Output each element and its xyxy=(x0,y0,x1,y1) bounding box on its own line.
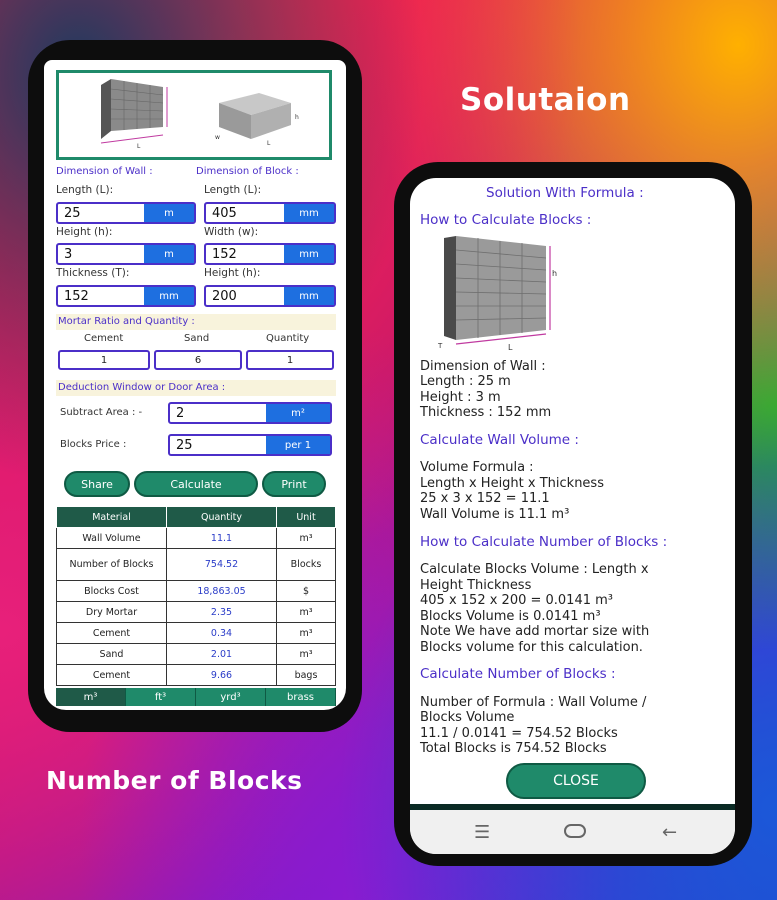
cement-ratio-label: Cement xyxy=(84,333,124,344)
blocks-volume-line-4: Blocks Volume is 0.0141 m³ xyxy=(420,609,601,624)
block-height-value: 200 xyxy=(212,288,237,304)
block-height-input[interactable] xyxy=(204,285,336,307)
wall-height-unit-select[interactable]: m xyxy=(144,245,194,263)
volume-line-1: Length x Height x Thickness xyxy=(420,476,604,491)
volume-line-2: 25 x 3 x 152 = 11.1 xyxy=(420,491,550,506)
quantity-cell: 754.52 xyxy=(167,549,277,581)
wall-diagram xyxy=(436,232,566,356)
svg-text:w: w xyxy=(215,134,220,141)
svg-text:L: L xyxy=(508,343,513,352)
close-button[interactable]: CLOSE xyxy=(506,763,646,799)
how-to-calculate-number-heading: How to Calculate Number of Blocks : xyxy=(420,534,668,550)
blocks-price-unit[interactable]: per 1 xyxy=(266,436,330,454)
table-row xyxy=(57,581,336,602)
quantity-ratio-label: Quantity xyxy=(266,333,310,344)
number-line-4: Total Blocks is 754.52 Blocks xyxy=(420,741,607,756)
cement-ratio-input[interactable]: 1 xyxy=(58,350,150,370)
material-cell: Number of Blocks xyxy=(57,549,167,581)
home-icon[interactable] xyxy=(564,824,586,838)
tab-brass[interactable]: brass xyxy=(266,688,336,706)
height-line: Height : 3 m xyxy=(420,390,501,405)
blocks-price-label: Blocks Price : xyxy=(60,439,127,450)
table-row xyxy=(57,665,336,686)
blocks-volume-line-6: Blocks volume for this calculation. xyxy=(420,640,643,655)
material-cell: Dry Mortar xyxy=(57,602,167,623)
quantity-cell: 2.01 xyxy=(167,644,277,665)
table-header-unit: Unit xyxy=(277,507,336,528)
block-length-unit-select[interactable]: mm xyxy=(284,204,334,222)
wall-height-input[interactable] xyxy=(56,243,196,265)
block-length-value: 405 xyxy=(212,205,237,221)
calculate-wall-volume-heading: Calculate Wall Volume : xyxy=(420,432,579,448)
quantity-cell: 9.66 xyxy=(167,665,277,686)
block-width-value: 152 xyxy=(212,246,237,262)
table-row xyxy=(57,644,336,665)
block-length-label: Length (L): xyxy=(204,184,262,196)
number-line-1: Number of Formula : Wall Volume / xyxy=(420,695,647,710)
quantity-cell: 2.35 xyxy=(167,602,277,623)
calculate-number-heading: Calculate Number of Blocks : xyxy=(420,666,616,682)
unit-cell: m³ xyxy=(277,623,336,644)
quantity-cell: 11.1 xyxy=(167,528,277,549)
table-header-material: Material xyxy=(57,507,167,528)
subtract-area-value: 2 xyxy=(176,405,185,421)
svg-text:h: h xyxy=(552,269,558,278)
table-row xyxy=(57,549,336,581)
solution-title: Solution With Formula : xyxy=(486,185,644,201)
results-table xyxy=(56,506,336,686)
subtract-area-label: Subtract Area : - xyxy=(60,407,143,418)
sand-ratio-input[interactable]: 6 xyxy=(154,350,242,370)
wall-thickness-input[interactable] xyxy=(56,285,196,307)
block-dimension-title: Dimension of Block : xyxy=(196,166,299,177)
blocks-price-value: 25 xyxy=(176,437,193,453)
blocks-volume-line-2: Height Thickness xyxy=(420,578,532,593)
block-width-input[interactable] xyxy=(204,243,336,265)
block-width-unit-select[interactable]: mm xyxy=(284,245,334,263)
unit-cell: m³ xyxy=(277,602,336,623)
svg-text:L: L xyxy=(267,140,271,147)
android-nav-bar xyxy=(410,804,735,854)
sand-ratio-label: Sand xyxy=(184,333,210,344)
material-cell: Sand xyxy=(57,644,167,665)
recent-apps-icon[interactable]: ☰ xyxy=(474,822,491,843)
blocks-price-input[interactable] xyxy=(168,434,332,456)
svg-text:L: L xyxy=(137,143,141,150)
block-height-label: Height (h): xyxy=(204,267,261,279)
wall-length-label: Length (L): xyxy=(56,184,114,196)
quantity-cell: 0.34 xyxy=(167,623,277,644)
tab-cubic-meter[interactable]: m³ xyxy=(56,688,126,706)
unit-tabs xyxy=(56,688,336,706)
svg-text:h: h xyxy=(295,114,299,121)
table-header-quantity: Quantity xyxy=(167,507,277,528)
table-row xyxy=(57,602,336,623)
blocks-volume-line-5: Note We have add mortar size with xyxy=(420,624,650,639)
wall-length-input[interactable] xyxy=(56,202,196,224)
unit-cell: m³ xyxy=(277,528,336,549)
block-width-label: Width (w): xyxy=(204,226,259,238)
tab-cubic-yard[interactable]: yrd³ xyxy=(196,688,266,706)
calculate-button[interactable]: Calculate xyxy=(134,471,258,497)
solution-headline: Solutaion xyxy=(460,82,631,118)
print-button[interactable]: Print xyxy=(262,471,326,497)
blocks-volume-line-1: Calculate Blocks Volume : Length x xyxy=(420,562,649,577)
length-line: Length : 25 m xyxy=(420,374,511,389)
wall-and-block-icon xyxy=(59,73,329,157)
unit-cell: $ xyxy=(277,581,336,602)
wall-thickness-label: Thickness (T): xyxy=(56,267,130,279)
volume-formula-label: Volume Formula : xyxy=(420,460,534,475)
mortar-title: Mortar Ratio and Quantity : xyxy=(58,316,195,327)
material-cell: Wall Volume xyxy=(57,528,167,549)
deduction-title: Deduction Window or Door Area : xyxy=(58,382,226,393)
subtract-area-input[interactable] xyxy=(168,402,332,424)
wall-height-value: 3 xyxy=(64,246,73,262)
block-length-input[interactable] xyxy=(204,202,336,224)
tab-cubic-feet[interactable]: ft³ xyxy=(126,688,196,706)
unit-cell: bags xyxy=(277,665,336,686)
share-button[interactable]: Share xyxy=(64,471,130,497)
unit-cell: Blocks xyxy=(277,549,336,581)
quantity-ratio-input[interactable]: 1 xyxy=(246,350,334,370)
wall-height-label: Height (h): xyxy=(56,226,113,238)
dim-wall-label: Dimension of Wall : xyxy=(420,359,546,374)
thickness-line: Thickness : 152 mm xyxy=(420,405,552,420)
wall-thickness-unit-select[interactable]: mm xyxy=(144,287,194,305)
wall-length-unit-select[interactable]: m xyxy=(144,204,194,222)
block-height-unit-select[interactable]: mm xyxy=(284,287,334,305)
wall-length-value: 25 xyxy=(64,205,81,221)
back-icon[interactable]: ← xyxy=(662,822,678,843)
svg-text:T: T xyxy=(438,342,443,350)
unit-cell: m³ xyxy=(277,644,336,665)
blocks-volume-line-3: 405 x 152 x 200 = 0.0141 m³ xyxy=(420,593,614,608)
subtract-area-unit[interactable]: m² xyxy=(266,404,330,422)
solution-dialog xyxy=(410,178,735,854)
quantity-cell: 18,863.05 xyxy=(167,581,277,602)
number-line-3: 11.1 / 0.0141 = 754.52 Blocks xyxy=(420,726,618,741)
wall-thickness-value: 152 xyxy=(64,288,89,304)
table-row xyxy=(57,623,336,644)
material-cell: Blocks Cost xyxy=(57,581,167,602)
how-to-calculate-blocks-heading: How to Calculate Blocks : xyxy=(420,212,592,228)
table-row xyxy=(57,528,336,549)
material-cell: Cement xyxy=(57,623,167,644)
wall-dimension-title: Dimension of Wall : xyxy=(56,166,153,177)
wall-diagram-icon xyxy=(436,232,566,352)
wall-block-illustration xyxy=(56,70,332,160)
volume-line-3: Wall Volume is 11.1 m³ xyxy=(420,507,570,522)
number-of-blocks-headline: Number of Blocks xyxy=(46,766,303,795)
material-cell: Cement xyxy=(57,665,167,686)
number-line-2: Blocks Volume xyxy=(420,710,515,725)
calculator-screen xyxy=(44,60,346,710)
